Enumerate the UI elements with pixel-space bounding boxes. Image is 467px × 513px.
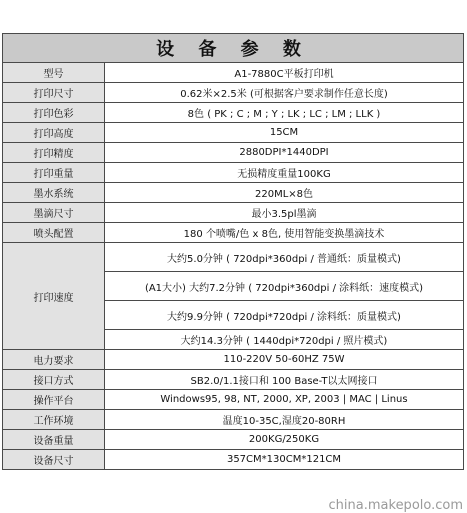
table-row bbox=[3, 410, 464, 430]
row-value: 最小3.5pl墨滴 bbox=[105, 203, 464, 223]
row-value: 2880DPI*1440DPI bbox=[105, 143, 464, 163]
table-row bbox=[3, 83, 464, 103]
speed-value: 大约9.9分钟 ( 720dpi*720dpi / 涂料纸：质量模式) bbox=[105, 301, 464, 330]
row-label: 工作环境 bbox=[3, 410, 105, 430]
watermark: china.makepolo.com bbox=[328, 498, 463, 513]
row-value: 温度10-35C,湿度20-80RH bbox=[105, 410, 464, 430]
table-row bbox=[3, 143, 464, 163]
row-label: 喷头配置 bbox=[3, 223, 105, 243]
row-value: 0.62米×2.5米 (可根据客户要求制作任意长度) bbox=[105, 83, 464, 103]
table-row-speed bbox=[3, 243, 464, 272]
row-label: 打印精度 bbox=[3, 143, 105, 163]
row-label: 墨水系统 bbox=[3, 183, 105, 203]
spec-table bbox=[2, 33, 464, 470]
table-row bbox=[3, 450, 464, 470]
row-value: Windows95, 98, NT, 2000, XP, 2003 | MAC | Linus bbox=[105, 390, 464, 410]
row-label: 打印高度 bbox=[3, 123, 105, 143]
row-value: 200KG/250KG bbox=[105, 430, 464, 450]
table-row bbox=[3, 63, 464, 83]
row-label: 型号 bbox=[3, 63, 105, 83]
row-label: 设备尺寸 bbox=[3, 450, 105, 470]
row-label: 打印重量 bbox=[3, 163, 105, 183]
table-row bbox=[3, 390, 464, 410]
row-label: 设备重量 bbox=[3, 430, 105, 450]
table-row bbox=[3, 350, 464, 370]
row-value: 357CM*130CM*121CM bbox=[105, 450, 464, 470]
table-row bbox=[3, 183, 464, 203]
row-value: 无损精度重量100KG bbox=[105, 163, 464, 183]
row-value: 180 个喷嘴/色 x 8色, 使用智能变换墨滴技术 bbox=[105, 223, 464, 243]
row-value: 15CM bbox=[105, 123, 464, 143]
row-label: 电力要求 bbox=[3, 350, 105, 370]
row-value: 220ML×8色 bbox=[105, 183, 464, 203]
table-row bbox=[3, 430, 464, 450]
table-title: 设 备 参 数 bbox=[3, 34, 464, 63]
row-value: A1-7880C平板打印机 bbox=[105, 63, 464, 83]
table-row bbox=[3, 370, 464, 390]
row-label: 打印尺寸 bbox=[3, 83, 105, 103]
speed-label: 打印速度 bbox=[3, 243, 105, 350]
row-value: SB2.0/1.1接口和 100 Base-T以太网接口 bbox=[105, 370, 464, 390]
row-label: 接口方式 bbox=[3, 370, 105, 390]
row-label: 操作平台 bbox=[3, 390, 105, 410]
table-row bbox=[3, 203, 464, 223]
row-label: 墨滴尺寸 bbox=[3, 203, 105, 223]
top-blank-area bbox=[0, 0, 467, 33]
speed-value: 大约14.3分钟 ( 1440dpi*720dpi / 照片模式) bbox=[105, 330, 464, 350]
table-row bbox=[3, 223, 464, 243]
table-row bbox=[3, 103, 464, 123]
speed-value: (A1大小) 大约7.2分钟 ( 720dpi*360dpi / 涂料纸：速度模式) bbox=[105, 272, 464, 301]
row-value: 110-220V 50-60HZ 75W bbox=[105, 350, 464, 370]
table-row bbox=[3, 163, 464, 183]
row-value: 8色 ( PK ; C ; M ; Y ; LK ; LC ; LM ; LLK ) bbox=[105, 103, 464, 123]
speed-value: 大约5.0分钟 ( 720dpi*360dpi / 普通纸：质量模式) bbox=[105, 243, 464, 272]
row-label: 打印色彩 bbox=[3, 103, 105, 123]
table-row bbox=[3, 123, 464, 143]
